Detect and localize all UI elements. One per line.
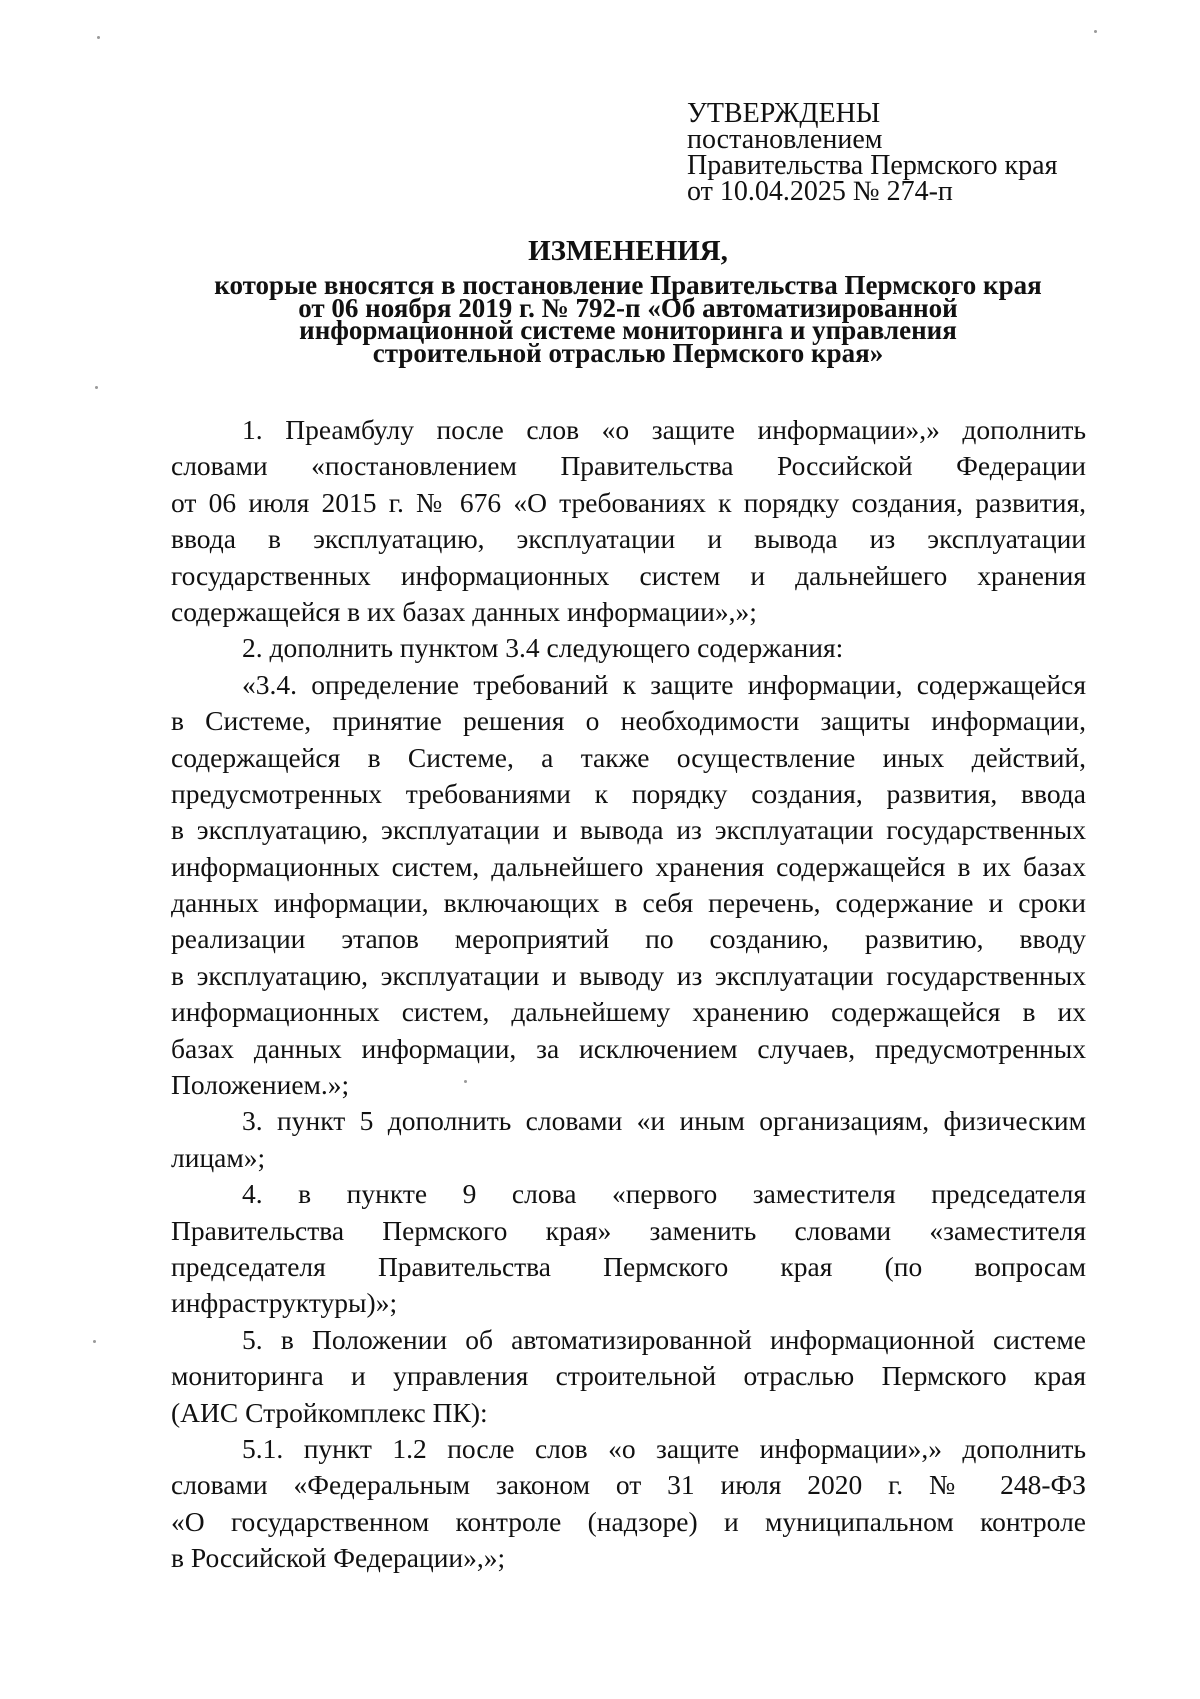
document-title: ИЗМЕНЕНИЯ, (528, 235, 728, 267)
subtitle-line: от 06 ноября 2019 г. № 792-п «Об автоматизированной (298, 292, 958, 323)
paragraph-line: (АИС Стройкомплекс ПК): (171, 1396, 488, 1428)
paragraph-line: информационных систем, дальнейшего хранения содержащейся в их базах (171, 850, 1086, 882)
subtitle-line: информационной системе мониторинга и управления (299, 315, 957, 345)
paragraph-line: содержащейся в их базах данных информации»,»; (171, 595, 757, 627)
paragraph-line: государственных информационных систем и дальнейшего хранения (171, 559, 1086, 591)
paragraph-line: содержащейся в Системе, а также осуществление иных действий, (171, 741, 1086, 773)
paragraph-line: в эксплуатацию, эксплуатации и вывода из эксплуатации государственных (171, 814, 1086, 846)
approval-heading: УТВЕРЖДЕНЫ (687, 98, 881, 129)
scan-speck (97, 36, 100, 39)
paragraph-line: 2. дополнить пунктом 3.4 следующего содержания: (242, 632, 844, 664)
paragraph-line: предусмотренных требованиями к порядку создания, развития, ввода (171, 777, 1086, 809)
paragraph-line: Правительства Пермского края» заменить словами «заместителя (171, 1214, 1086, 1246)
paragraph-line: информационных систем, дальнейшему хранению содержащейся в их (171, 996, 1086, 1028)
paragraph-line: «О государственном контроле (надзоре) и муниципальном контроле (171, 1505, 1086, 1537)
paragraph-line: от 06 июля 2015 г. № 676 «О требованиях к порядку создания, развития, (171, 486, 1086, 518)
paragraph-line: базах данных информации, за исключением случаев, предусмотренных (171, 1032, 1086, 1064)
scan-speck (1094, 30, 1097, 33)
subtitle-line: которые вносятся в постановление Правительства Пермского края (214, 270, 1042, 300)
approval-line: постановлением (687, 124, 883, 155)
scan-speck (95, 386, 98, 389)
paragraph-line: Положением.»; (171, 1069, 350, 1101)
approval-date-line: от 10.04.2025 № 274-п (687, 176, 953, 207)
paragraph-line: словами «постановлением Правительства Российской Федерации (171, 450, 1086, 482)
paragraph-line: 5. в Положении об автоматизированной информационной системе (242, 1323, 1086, 1355)
document-body (171, 412, 1086, 1577)
paragraph-line: словами «Федеральным законом от 31 июля 2020 г. № 248-ФЗ (171, 1469, 1086, 1501)
paragraph-line: «3.4. определение требований к защите информации, содержащейся (242, 668, 1086, 700)
paragraph-line: инфраструктуры)»; (171, 1287, 398, 1319)
paragraph-line: реализации этапов мероприятий по созданию, развитию, вводу (171, 923, 1086, 955)
paragraph-line: в Системе, принятие решения о необходимости защиты информации, (171, 705, 1086, 737)
approval-stamp (687, 98, 1157, 207)
approval-line: Правительства Пермского края (687, 150, 1058, 181)
paragraph-line: мониторинга и управления строительной отраслью Пермского края (171, 1360, 1086, 1392)
subtitle-line: строительной отраслью Пермского края» (372, 337, 884, 368)
paragraph-line: 3. пункт 5 дополнить словами «и иным организациям, физическим (242, 1105, 1086, 1137)
paragraph-line: председателя Правительства Пермского края (по вопросам (171, 1250, 1086, 1282)
paragraph-line: 5.1. пункт 1.2 после слов «о защите информации»,» дополнить (242, 1432, 1086, 1464)
paragraph-line: 4. в пункте 9 слова «первого заместителя председателя (242, 1178, 1086, 1210)
paragraph-line: в эксплуатацию, эксплуатации и выводу из эксплуатации государственных (171, 959, 1086, 991)
paragraph-line: в Российской Федерации»,»; (171, 1542, 506, 1574)
paragraph-line: лицам»; (171, 1141, 266, 1173)
scan-speck (464, 1080, 467, 1083)
document-subtitle (0, 270, 1200, 368)
scan-speck (93, 1340, 96, 1343)
paragraph-line: 1. Преамбулу после слов «о защите информации»,» дополнить (242, 414, 1086, 445)
paragraph-line: данных информации, включающих в себя перечень, содержание и сроки (171, 887, 1086, 919)
paragraph-line: ввода в эксплуатацию, эксплуатации и вывода из эксплуатации (171, 523, 1086, 555)
